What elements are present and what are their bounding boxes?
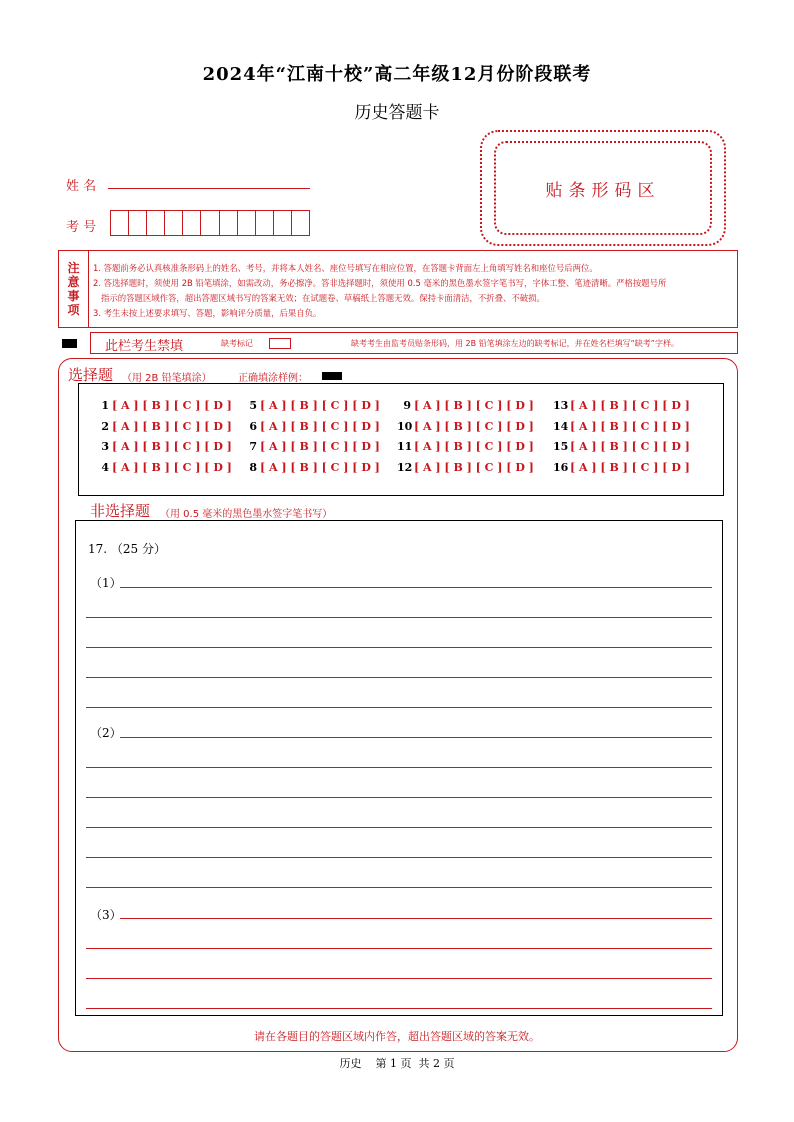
absent-mark-checkbox[interactable]: [269, 338, 291, 349]
answer-area-warning: 请在各题目的答题区域内作答，超出答题区域的答案无效。: [254, 1030, 540, 1043]
writing-line[interactable]: [86, 827, 712, 828]
choice-row[interactable]: 5 [ A ] [ B ] [ C ] [ D ]: [249, 399, 380, 412]
writing-line[interactable]: [86, 887, 712, 888]
written-answer-box[interactable]: [75, 520, 723, 1016]
page-title: 2024年“江南十校”高二年级12月份阶段联考: [202, 64, 592, 85]
choice-row[interactable]: 10 [ A ] [ B ] [ C ] [ D ]: [397, 419, 534, 433]
non-choice-section-note: （用 0.5 毫米的黑色墨水签字笔书写）: [160, 509, 333, 520]
writing-line[interactable]: [86, 948, 712, 949]
writing-line[interactable]: [86, 617, 712, 618]
id-digit-box[interactable]: [147, 211, 165, 235]
name-field[interactable]: [108, 188, 310, 189]
notice-line: 2. 答选择题时，须使用 2B 铅笔填涂，如需改动，务必擦净。答非选择题时，须使用 0.5 毫米的黑色墨水签字笔书写，字体工整、笔迹清晰。严格按题号所: [93, 278, 667, 288]
writing-line[interactable]: [120, 737, 712, 738]
name-label: 姓 名: [66, 179, 97, 194]
choice-column: [243, 396, 380, 478]
choice-row[interactable]: 7 [ A ] [ B ] [ C ] [ D ]: [249, 440, 380, 453]
choice-row[interactable]: 4 [ A ] [ B ] [ C ] [ D ]: [101, 460, 232, 474]
choice-column: [553, 396, 690, 478]
writing-line[interactable]: [86, 978, 712, 979]
choice-row[interactable]: 13 [ A ] [ B ] [ C ] [ D ]: [553, 399, 690, 412]
notice-line: 3. 考生未按上述要求填写、答题，影响评分质量，后果自负。: [93, 308, 322, 318]
id-digit-box[interactable]: [111, 211, 129, 235]
page-subtitle: 历史答题卡: [354, 103, 440, 123]
non-choice-section-title: 非选择题: [90, 502, 151, 520]
choice-row[interactable]: 14 [ A ] [ B ] [ C ] [ D ]: [553, 419, 690, 433]
writing-line[interactable]: [86, 647, 712, 648]
id-digit-box[interactable]: [238, 211, 256, 235]
writing-line[interactable]: [86, 857, 712, 858]
choice-row[interactable]: 3 [ A ] [ B ] [ C ] [ D ]: [101, 440, 232, 453]
writing-line[interactable]: [120, 587, 712, 588]
notice-line: 指示的答题区域作答，超出答题区域书写的答案无效；在试题卷、草稿纸上答题无效。保持卡面清洁，不折叠、不破损。: [93, 293, 545, 303]
writing-line[interactable]: [120, 918, 712, 919]
id-digit-box[interactable]: [165, 211, 183, 235]
choice-row[interactable]: 12 [ A ] [ B ] [ C ] [ D ]: [397, 460, 534, 474]
staff-only-title: 此栏考生禁填: [105, 339, 184, 354]
absent-mark-note: 缺考考生由监考员贴条形码，用 2B 铅笔填涂左边的缺考标记，并在姓名栏填写“缺考”字样。: [351, 339, 679, 348]
writing-line[interactable]: [86, 1008, 712, 1009]
choice-column: [95, 396, 232, 478]
notice-text: [93, 261, 733, 321]
choice-column: [397, 396, 534, 478]
choice-row[interactable]: 15 [ A ] [ B ] [ C ] [ D ]: [553, 440, 690, 453]
part-1-label: （1）: [90, 576, 122, 590]
writing-line[interactable]: [86, 797, 712, 798]
page-number: 历史 第 1 页 共 2 页: [339, 1057, 455, 1070]
choice-row[interactable]: 2 [ A ] [ B ] [ C ] [ D ]: [101, 419, 232, 433]
id-field[interactable]: [110, 210, 310, 236]
notice-line: 1. 答题前务必认真核准条形码上的姓名、考号，并将本人姓名、座位号填写在相应位置，在答题卡背面左上角填写姓名和座位号后两位。: [93, 263, 598, 273]
choice-row[interactable]: 1 [ A ] [ B ] [ C ] [ D ]: [101, 399, 232, 412]
choice-row[interactable]: 16 [ A ] [ B ] [ C ] [ D ]: [553, 460, 690, 474]
id-digit-box[interactable]: [129, 211, 147, 235]
notice-panel: [58, 250, 738, 328]
sample-label: 正确填涂样例：: [238, 373, 308, 384]
notice-heading: 注 意 事 项: [59, 251, 89, 327]
choice-row[interactable]: 8 [ A ] [ B ] [ C ] [ D ]: [249, 460, 380, 474]
id-digit-box[interactable]: [220, 211, 238, 235]
alignment-mark: [62, 339, 77, 348]
question-17-label: 17. （25 分）: [88, 542, 166, 556]
absent-mark-label: 缺考标记: [221, 339, 253, 348]
id-digit-box[interactable]: [183, 211, 201, 235]
writing-line[interactable]: [86, 707, 712, 708]
part-2-label: （2）: [90, 726, 122, 740]
writing-line[interactable]: [86, 767, 712, 768]
id-digit-box[interactable]: [256, 211, 274, 235]
id-digit-box[interactable]: [292, 211, 309, 235]
id-label: 考 号: [66, 220, 97, 235]
writing-line[interactable]: [86, 677, 712, 678]
choice-answer-grid: [78, 383, 724, 496]
id-digit-box[interactable]: [201, 211, 219, 235]
part-3-label: （3）: [90, 908, 122, 922]
id-digit-box[interactable]: [274, 211, 292, 235]
choice-section-title: 选择题: [68, 366, 114, 384]
barcode-area: 贴条形码区: [494, 141, 712, 235]
choice-row[interactable]: 9 [ A ] [ B ] [ C ] [ D ]: [403, 399, 534, 412]
staff-only-strip: [90, 332, 738, 354]
sample-filled-mark: [322, 372, 342, 380]
choice-row[interactable]: 11 [ A ] [ B ] [ C ] [ D ]: [397, 440, 534, 453]
choice-row[interactable]: 6 [ A ] [ B ] [ C ] [ D ]: [249, 419, 380, 433]
choice-section-note: （用 2B 铅笔填涂）: [122, 373, 212, 384]
